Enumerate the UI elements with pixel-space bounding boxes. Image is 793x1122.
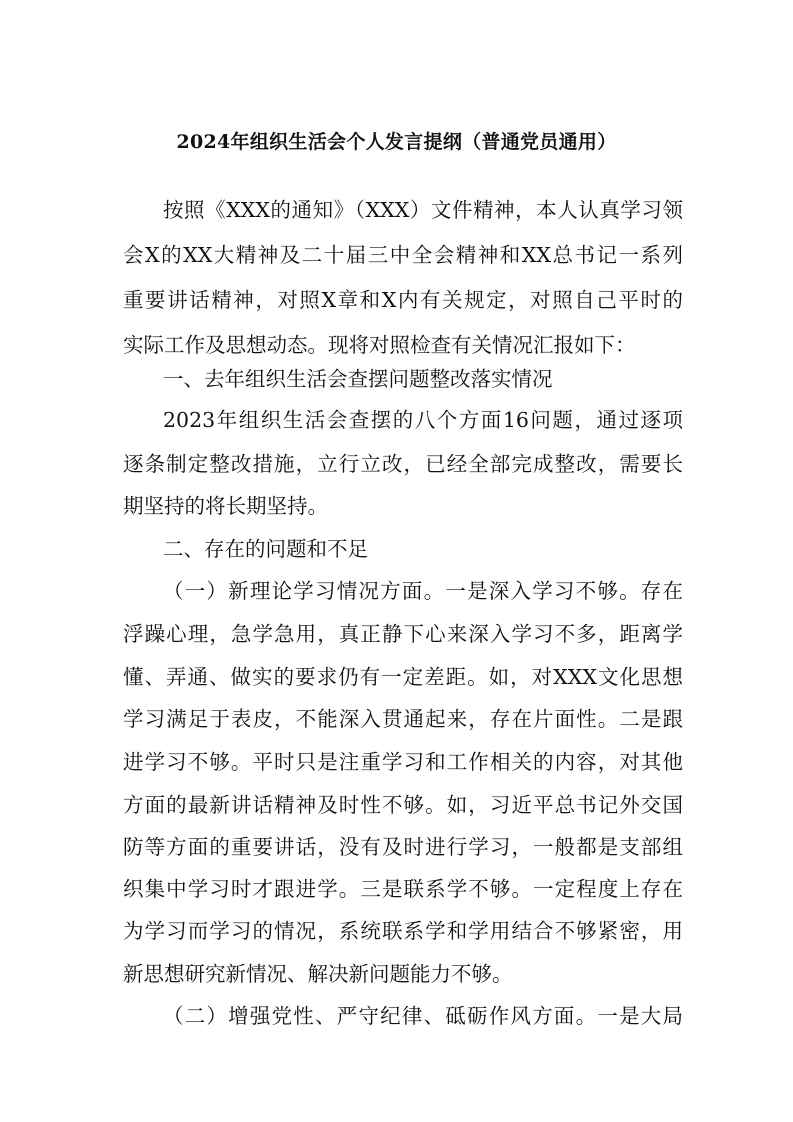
paragraph-line: 学习满足于表皮，不能深入贯通起来，存在片面性。二是跟: [123, 707, 683, 731]
paragraph-line: 进学习不够。平时只是注重学习和工作相关的内容，对其他: [123, 750, 683, 774]
paragraph-line: 懂、弄通、做实的要求仍有一定差距。如，对XXX文化思想: [123, 665, 683, 689]
paragraph-line: 会X的XX大精神及二十届三中全会精神和XX总书记一系列: [123, 243, 683, 267]
paragraph-line: 实际工作及思想动态。现将对照检查有关情况汇报如下：: [123, 333, 636, 357]
paragraph-line: 浮躁心理，急学急用，真正静下心来深入学习不多，距离学: [123, 622, 683, 646]
paragraph-line: 方面的最新讲话精神及时性不够。如，习近平总书记外交国: [123, 793, 683, 817]
section-heading: 一、去年组织生活会查摆问题整改落实情况: [163, 367, 553, 391]
paragraph-line: 2023年组织生活会查摆的八个方面16问题，通过逐项: [163, 408, 683, 432]
section-heading: 二、存在的问题和不足: [163, 537, 368, 561]
paragraph-line: 按照《XXX的通知》（XXX）文件精神，本人认真学习领: [163, 198, 683, 222]
paragraph-line: 期坚持的将长期坚持。: [123, 494, 328, 518]
paragraph-line: 防等方面的重要讲话，没有及时进行学习，一般都是支部组: [123, 835, 683, 859]
paragraph-line: 逐条制定整改措施，立行立改，已经全部完成整改，需要长: [123, 452, 683, 476]
paragraph-line: 织集中学习时才跟进学。三是联系学不够。一定程度上存在: [123, 877, 683, 901]
document-title: 2024年组织生活会个人发言提纲（普通党员通用）: [176, 131, 617, 153]
paragraph-line: 重要讲话精神，对照X章和X内有关规定，对照自己平时的: [123, 288, 683, 312]
paragraph-line: 新思想研究新情况、解决新问题能力不够。: [123, 962, 513, 986]
paragraph-line: （二）增强党性、严守纪律、砥砺作风方面。一是大局: [163, 1004, 683, 1028]
paragraph-line: 为学习而学习的情况，系统联系学和学用结合不够紧密，用: [123, 919, 683, 943]
paragraph-line: （一）新理论学习情况方面。一是深入学习不够。存在: [163, 579, 683, 603]
